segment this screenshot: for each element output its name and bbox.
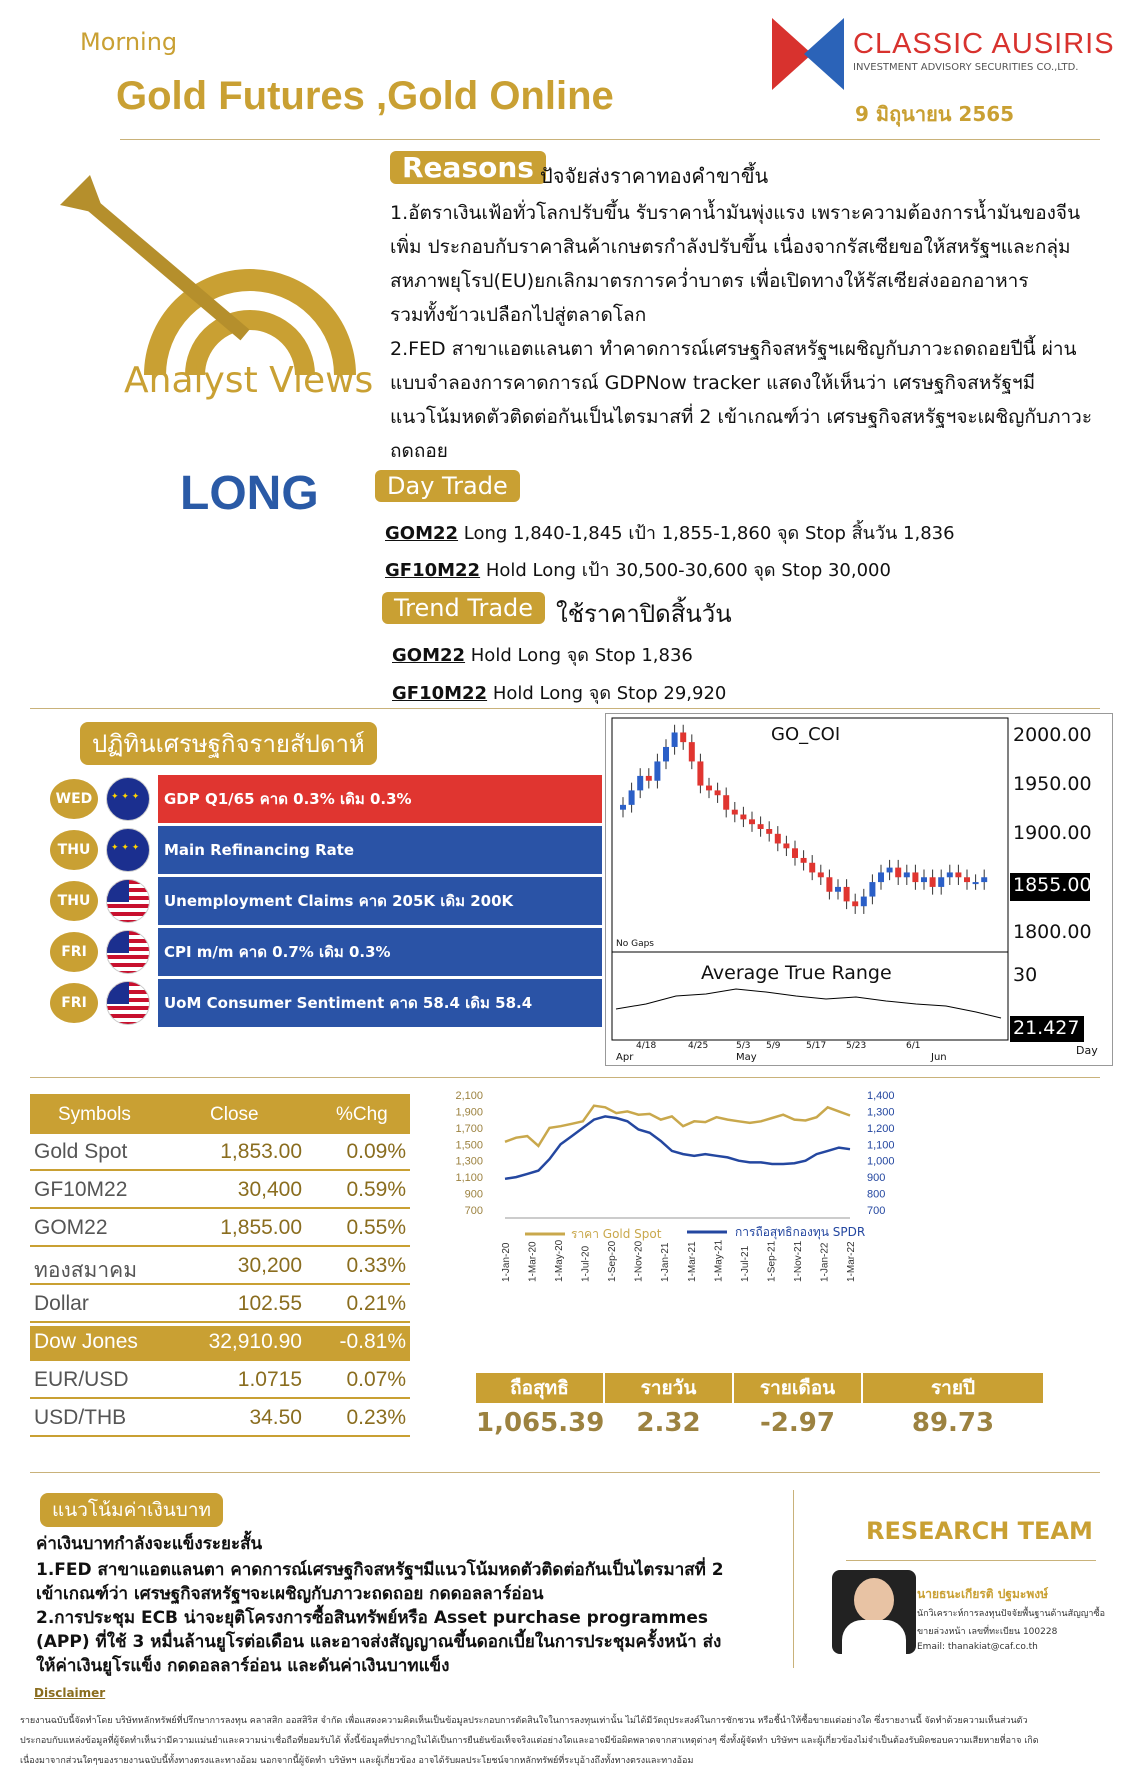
candle: [981, 877, 987, 882]
candle: [775, 834, 781, 844]
pct-change: 0.55%: [346, 1216, 406, 1239]
stat-value: 2.32: [636, 1408, 701, 1438]
reason-line: ถดถอย: [390, 440, 448, 462]
candle: [938, 877, 944, 887]
candle: [921, 877, 927, 882]
analyst-email[interactable]: Email: thanakiat@caf.co.th: [917, 1642, 1038, 1652]
month-label: Jun: [931, 1052, 947, 1063]
candle: [637, 776, 643, 790]
no-gaps-label: No Gaps: [616, 939, 654, 949]
right-tick: 700: [867, 1205, 886, 1217]
disclaimer-title: Disclaimer: [34, 1686, 106, 1700]
weekday-badge: FRI: [50, 932, 98, 972]
close-price: 1,853.00: [220, 1140, 302, 1163]
right-tick: 1,000: [867, 1155, 895, 1168]
reason-line: แบบจำลองการคาดการณ์ GDPNow tracker แสดงให้เห็นว่า เศรษฐกิจสหรัฐฯมี: [390, 372, 1036, 394]
table-row: [30, 1402, 410, 1437]
candle: [783, 843, 789, 848]
pct-change: -0.81%: [339, 1330, 406, 1353]
calendar-event: CPI m/m คาด 0.7% เดิม 0.3%: [158, 928, 602, 976]
pct-change: 0.09%: [346, 1140, 406, 1163]
close-price: 1,855.00: [220, 1216, 302, 1239]
symbols-header: [30, 1094, 410, 1134]
candle: [654, 761, 660, 780]
chart-title: GO_COI: [771, 724, 841, 745]
x-tick: 1-Mar-22: [846, 1241, 857, 1282]
pct-change: 0.33%: [346, 1254, 406, 1277]
atr-last-label: 21.427: [1013, 1017, 1080, 1039]
trade-text: Hold Long จุด Stop 29,920: [487, 683, 727, 704]
close-price: 30,200: [237, 1254, 302, 1277]
baht-line: ให้ค่าเงินยูโรแข็ง กดดอลลาร์อ่อน และดันค่าเงินบาทแข็ง: [36, 1656, 450, 1676]
us-flag-icon: [106, 879, 150, 923]
candle: [809, 863, 815, 873]
col-header: Symbols: [58, 1104, 131, 1125]
candle: [818, 872, 824, 877]
analyst-role: นักวิเคราะห์การลงทุนปัจจัยพื้นฐานด้านสัญญาซื้อ: [917, 1609, 1105, 1619]
calendar-row: [50, 826, 602, 874]
atr-tick: 30: [1013, 964, 1038, 986]
x-tick: 4/25: [688, 1041, 709, 1051]
symbol: GF10M22: [392, 683, 488, 704]
pct-change: 0.59%: [346, 1178, 406, 1201]
day-trade-line-1: [385, 518, 955, 547]
stat-value: -2.97: [760, 1408, 835, 1438]
trade-text: Hold Long เป้า 30,500-30,600 จุด Stop 30,000: [480, 560, 891, 581]
stat-header: ถือสุทธิ: [476, 1373, 603, 1403]
report-date: 9 มิถุนายน 2565: [855, 102, 1015, 126]
symbol: GF10M22: [385, 560, 481, 581]
x-tick: 4/18: [636, 1041, 657, 1051]
candle: [801, 858, 807, 863]
trend-trade-tag: Trend Trade: [382, 592, 545, 624]
calendar-event: Main Refinancing Rate: [158, 826, 602, 874]
x-tick: 5/23: [846, 1041, 867, 1051]
stat-header: รายเดือน: [734, 1373, 861, 1403]
table-row: [30, 1326, 410, 1361]
right-tick: 1,100: [867, 1139, 895, 1152]
us-flag-icon: [106, 981, 150, 1025]
left-tick: 1,100: [455, 1172, 483, 1185]
candle: [749, 819, 755, 824]
symbol-name: USD/THB: [34, 1406, 127, 1429]
close-price: 30,400: [237, 1178, 302, 1201]
day-label: Day: [1076, 1044, 1098, 1057]
candle: [895, 868, 901, 878]
day-trade-tag: Day Trade: [375, 470, 520, 502]
session-label: Morning: [80, 28, 178, 56]
candle: [715, 790, 721, 795]
baht-tag: แนวโน้มค่าเงินบาท: [40, 1493, 223, 1527]
y-tick: 1800.00: [1013, 921, 1092, 943]
close-price: 102.55: [237, 1292, 302, 1315]
month-label: Apr: [616, 1052, 634, 1063]
reasons-title: ปัจจัยส่งราคาทองคำขาขึ้น: [540, 164, 769, 188]
y-tick: 2000.00: [1013, 724, 1092, 746]
right-tick: 800: [867, 1188, 886, 1201]
baht-line: 1.FED สาขาแอตแลนตา คาดการณ์เศรษฐกิจสหรัฐฯมีแนวโน้มหดตัวติดต่อกันเป็นไตรมาสที่ 2: [36, 1560, 724, 1580]
candle: [646, 776, 652, 781]
atr-title: Average True Range: [701, 962, 892, 984]
candle: [930, 877, 936, 887]
symbol-name: Dow Jones: [34, 1330, 138, 1353]
reason-line: แนวโน้มหดตัวติดต่อกันเป็นไตรมาสที่ 2 เข้าเกณฑ์ว่า เศรษฐกิจสหรัฐฯจะเผชิญกับภาวะ: [390, 406, 1093, 428]
x-tick: 1-Sep-20: [607, 1240, 619, 1282]
reason-line: รวมทั้งข้าวเปลือกไปสู่ตลาดโลก: [390, 304, 647, 326]
baht-line: เข้าเกณฑ์ว่า เศรษฐกิจสหรัฐฯจะเผชิญกับภาวะถดถอย กดดอลลาร์อ่อน: [36, 1584, 544, 1604]
price-chart: [605, 713, 1113, 1066]
x-tick: 1-Jan-20: [501, 1242, 512, 1282]
candle: [672, 732, 678, 746]
candlestick-series: [620, 725, 987, 914]
reason-line: 2.FED สาขาแอตแลนตา ทำคาดการณ์เศรษฐกิจสหรัฐฯเผชิญกับภาวะถดถอยปีนี้ ผ่าน: [390, 338, 1077, 360]
candle: [766, 829, 772, 834]
candle: [740, 815, 746, 820]
candle: [912, 872, 918, 882]
candle: [973, 882, 979, 884]
symbol-name: GF10M22: [34, 1178, 128, 1201]
table-row: [30, 1174, 410, 1209]
left-tick: 1,700: [455, 1122, 483, 1135]
candle: [955, 872, 961, 877]
left-tick: 1,500: [455, 1139, 483, 1152]
atr-line: [616, 989, 1001, 1018]
table-row: [30, 1250, 410, 1285]
research-title: RESEARCH TEAM: [866, 1517, 1093, 1545]
trade-text: Hold Long จุด Stop 1,836: [465, 645, 693, 666]
disclaimer-line: ประกอบกับแหล่งข้อมูลที่ผู้จัดทำเห็นว่ามีความแม่นยำและความน่าเชื่อถือที่ยอมรับได้ ทั้งนี้ข้อมูลที่ปรากฏในได้เป็นการยืนยันข้อเท็จจริงแต่อย่างใดและอาจมีข้อผิดพลาดจากสาเหตุต่างๆ ซึ่งทั้งผู้จัดทำ บริษัทฯ และผู้เกี่ยวข้องไม่จำเป็นต้องรับผิดชอบความเสียหายที่อาจ เกิด: [20, 1736, 1039, 1746]
symbol-name: Gold Spot: [34, 1140, 128, 1163]
close-price: 32,910.90: [208, 1330, 302, 1353]
weekday-badge: FRI: [50, 983, 98, 1023]
table-row: [30, 1212, 410, 1247]
right-tick: 900: [867, 1172, 886, 1185]
last-price-label: 1855.00: [1013, 874, 1092, 896]
symbol-name: ทองสมาคม: [34, 1259, 138, 1282]
reason-line: สหภาพยุโรป(EU)ยกเลิกมาตรการคว่ำบาตร เพื่อเปิดทางให้รัสเซียส่งออกอาหาร: [390, 270, 1029, 292]
left-tick: 900: [464, 1188, 483, 1201]
symbol-name: EUR/USD: [34, 1368, 129, 1391]
pct-change: 0.21%: [346, 1292, 406, 1315]
reason-line: เพิ่ม ประกอบกับราคาสินค้าเกษตรกำลังปรับขึ้น เนื่องจากรัสเซียขอให้สหรัฐฯและกลุ่ม: [390, 236, 1071, 258]
right-tick: 1,200: [867, 1122, 895, 1135]
x-tick: 1-Sep-21: [766, 1240, 778, 1282]
candle: [792, 848, 798, 858]
left-tick: 1,900: [455, 1106, 483, 1119]
table-row: [30, 1136, 410, 1171]
x-tick: 5/9: [766, 1041, 781, 1051]
company-logo: [772, 18, 844, 90]
x-tick: 6/1: [906, 1041, 921, 1051]
candle: [629, 790, 635, 804]
y-tick: 1950.00: [1013, 773, 1092, 795]
us-flag-icon: [106, 930, 150, 974]
calendar-row: [50, 775, 602, 823]
x-tick: 1-Nov-21: [792, 1240, 804, 1282]
candle: [758, 824, 764, 829]
candle: [826, 877, 832, 891]
stat-value: 89.73: [911, 1408, 995, 1438]
candle: [663, 747, 669, 761]
close-price: 34.50: [249, 1406, 302, 1429]
analyst-name: นายธนะเกียรติ ปฐมะพงษ์: [917, 1587, 1049, 1601]
x-tick: 1-Jan-22: [819, 1242, 831, 1282]
candle: [697, 761, 703, 785]
table-row: [30, 1364, 410, 1399]
candle: [878, 872, 884, 882]
left-tick: 2,100: [455, 1090, 483, 1102]
day-trade-line-2: [385, 555, 891, 584]
reason-line: 1.อัตราเงินเฟ้อทั่วโลกปรับขึ้น รับราคาน้ำมันพุ่งแรง เพราะความต้องการน้ำมันของจีน: [390, 202, 1081, 224]
candle: [706, 786, 712, 791]
calendar-title: ปฏิทินเศรษฐกิจรายสัปดาห์: [80, 722, 377, 765]
candle: [680, 732, 686, 742]
calendar-row: [50, 928, 602, 976]
x-tick: 5/3: [736, 1041, 751, 1051]
calendar-event: Unemployment Claims คาด 205K เดิม 200K: [158, 877, 602, 925]
gold-spdr-chart: [455, 1085, 1035, 1335]
candle: [620, 805, 626, 810]
position-label: LONG: [180, 467, 319, 520]
disclaimer-line: รายงานฉบับนี้จัดทำโดย บริษัทหลักทรัพย์ที่ปรึกษาการลงทุน คลาสสิก ออสสิริส จำกัด เพื่อแสดงความคิดเห็นเป็นข้อมูลประกอบการตัดสินใจในการลงทุนเท่านั้น ไม่ได้มีวัตถุประสงค์ในการชักชวน หรือชี้นำให้ซื้อขายแต่อย่างใด ซึ่งรายงานนี้ จัดทำด้วยความเห็นส่วนตัว: [20, 1716, 1028, 1726]
analyst-views-label: Analyst Views: [124, 360, 374, 401]
x-tick: 1-May-20: [554, 1239, 566, 1282]
pct-change: 0.23%: [346, 1406, 406, 1429]
candle: [723, 795, 729, 809]
candle: [904, 872, 910, 877]
company-name: CLASSIC AUSIRIS: [853, 28, 1115, 60]
table-row: [30, 1288, 410, 1323]
symbol: GOM22: [385, 523, 459, 544]
page-title: Gold Futures ,Gold Online: [116, 74, 614, 118]
candle: [869, 882, 875, 896]
col-header: %Chg: [336, 1104, 388, 1125]
candle: [844, 887, 850, 901]
stat-header: รายปี: [863, 1373, 1043, 1403]
calendar-row: [50, 979, 602, 1027]
reasons-tag: Reasons: [390, 151, 546, 184]
month-label: May: [736, 1052, 757, 1063]
calendar-event: UoM Consumer Sentiment คาด 58.4 เดิม 58.4: [158, 979, 602, 1027]
baht-line: 2.การประชุม ECB น่าจะยุติโครงการซื้อสินทรัพย์หรือ Asset purchase programmes: [36, 1608, 708, 1628]
right-tick: 1,300: [867, 1106, 895, 1119]
close-price: 1.0715: [237, 1368, 302, 1391]
analyst-registration: ขายล่วงหน้า เลขที่ทะเบียน 100228: [917, 1627, 1058, 1637]
calendar-row: [50, 877, 602, 925]
candle: [852, 901, 858, 906]
legend-label: การถือสุทธิกองทุน SPDR: [735, 1225, 866, 1239]
calendar-event: GDP Q1/65 คาด 0.3% เดิม 0.3%: [158, 775, 602, 823]
candle: [947, 872, 953, 877]
analyst-photo: [832, 1570, 916, 1654]
stat-header: รายวัน: [605, 1373, 732, 1403]
x-tick: 1-Mar-21: [686, 1241, 698, 1282]
disclaimer-line: เนื่องมาจากส่วนใดๆของรายงานฉบับนี้ทั้งทางตรงและทางอ้อม นอกจากนี้ผู้จัดทำ บริษัทฯ และผู้เกี่ยวข้อง อาจได้รับผลประโยชน์จากหลักทรัพย์ที่ระบุอ้างถึงทั้งทางตรงและทางอ้อม: [20, 1756, 694, 1766]
right-tick: 1,400: [867, 1090, 895, 1102]
x-tick: 5/17: [806, 1041, 827, 1051]
left-tick: 700: [464, 1205, 483, 1217]
weekday-badge: THU: [50, 830, 98, 870]
y-tick: 1900.00: [1013, 822, 1092, 844]
company-subtitle: INVESTMENT ADVISORY SECURITIES CO.,LTD.: [853, 62, 1079, 73]
series-line: [505, 1106, 850, 1146]
x-tick: 1-Jul-20: [580, 1245, 592, 1282]
weekday-badge: WED: [50, 779, 98, 819]
trade-text: Long 1,840-1,845 เป้า 1,855-1,860 จุด Stop สิ้นวัน 1,836: [458, 523, 955, 544]
trend-trade-note: ใช้ราคาปิดสิ้นวัน: [556, 600, 732, 628]
x-tick: 1-May-21: [713, 1239, 725, 1282]
eu-flag-icon: [106, 828, 150, 872]
left-tick: 1,300: [455, 1155, 483, 1168]
eu-flag-icon: [106, 777, 150, 821]
baht-headline: ค่าเงินบาทกำลังจะแข็งระยะสั้น: [36, 1534, 263, 1554]
symbol-name: GOM22: [34, 1216, 108, 1239]
x-tick: 1-Jul-21: [739, 1245, 751, 1282]
weekday-badge: THU: [50, 881, 98, 921]
candle: [861, 897, 867, 907]
x-tick: 1-Nov-20: [633, 1240, 645, 1282]
baht-line: (APP) ที่ใช้ 3 หมื่นล้านยูโรต่อเดือน และอาจส่งสัญญาณขึ้นดอกเบี้ยในการประชุมครั้งหน้า ส่ง: [36, 1632, 722, 1652]
x-tick: 1-Mar-20: [527, 1241, 539, 1282]
trend-trade-line-2: [392, 678, 726, 707]
symbol: GOM22: [392, 645, 466, 666]
stat-value: 1,065.39: [476, 1408, 605, 1438]
legend-label: ราคา Gold Spot: [571, 1227, 662, 1241]
candle: [887, 868, 893, 873]
candle: [964, 877, 970, 882]
candle: [732, 810, 738, 815]
symbol-name: Dollar: [34, 1292, 89, 1315]
x-tick: 1-Jan-21: [660, 1242, 672, 1282]
col-header: Close: [210, 1104, 259, 1125]
trend-trade-line-1: [392, 640, 693, 669]
candle: [835, 887, 841, 892]
pct-change: 0.07%: [346, 1368, 406, 1391]
candle: [689, 742, 695, 761]
